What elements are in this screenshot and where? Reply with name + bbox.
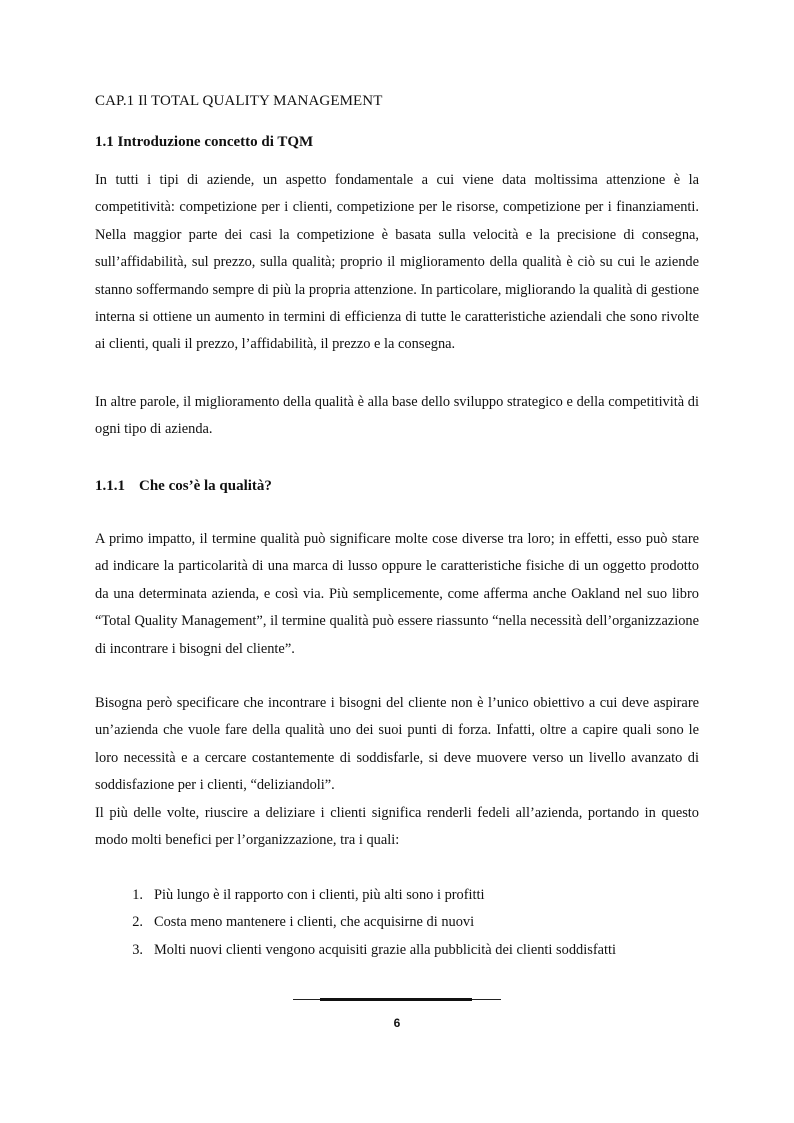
footer-divider-accent: [320, 998, 472, 1001]
subsection-title: Che cos’è la qualità?: [139, 478, 272, 494]
list-item-text: Costa meno mantenere i clienti, che acquisirne di nuovi: [154, 914, 475, 931]
list-item-text: Più lungo è il rapporto con i clienti, più alti sono i profitti: [154, 887, 485, 903]
body-paragraph-2: Bisogna però specificare che incontrare i bisogni del cliente non è l’unico obiettivo a cui deve aspirare un’azienda che vuole fare della qualità uno dei suoi punti di forza. Infatti, oltre a capire quali sono le loro necessità e a cercare costantemente di soddisfarle, si deve muovere verso un livello avanzato di soddisfazione per i clienti, “deliziandoli”.: [95, 695, 699, 794]
chapter-title: CAP.1 Il TOTAL QUALITY MANAGEMENT: [95, 93, 383, 109]
list-item: [95, 882, 699, 909]
intro-paragraph-2: In altre parole, il miglioramento della qualità è alla base dello sviluppo strategico e della competitività di ogni tipo di azienda.: [95, 394, 699, 438]
list-item: [95, 909, 699, 936]
subsection-heading: [95, 478, 272, 495]
list-item-number: 3.: [132, 941, 143, 958]
body-paragraph-1: A primo impatto, il termine qualità può significare molte cose diverse tra loro; in effetti, esso può stare ad indicare la particolarità di una marca di lusso oppure le caratteristiche fisiche di un oggetto prodotto da una determinata azienda, e così via. Più semplicemente, come afferma anche Oakland nel suo libro “Total Quality Management”, il termine qualità può essere riassunto “nella necessità dell’organizzazione di incontrare i bisogni del cliente”.: [95, 531, 699, 657]
list-item: [95, 937, 699, 964]
intro-paragraph-1: In tutti i tipi di aziende, un aspetto fondamentale a cui viene data moltissima attenzione è la competitività: competizione per i clienti, competizione per le risorse, competizione per i finanziamenti. Nella maggior parte dei casi la competizione è basata sulla velocità e la precisione di consegna, sull’affidabilità, sul prezzo, sulla qualità; proprio il miglioramento della qualità è ciò su cui le aziende stanno soffermando sempre di più la propria attenzione. In particolare, migliorando la qualità di gestione interna si ottiene un aumento in termini di efficienza di tutte le caratteristiche aziendali che sono rivolte ai clienti, quali il prezzo, l’affidabilità, il prezzo e la consegna.: [95, 172, 699, 353]
benefits-list: [95, 882, 699, 964]
list-item-number: 1.: [132, 887, 143, 903]
body-paragraph-3: Il più delle volte, riuscire a deliziare i clienti significa renderli fedeli all’azienda, portando in questo modo molti benefici per l’organizzazione, tra i quali:: [95, 805, 699, 849]
list-item-number: 2.: [132, 914, 143, 931]
page-number: 6: [393, 1016, 401, 1030]
subsection-number: 1.1.1: [95, 478, 125, 494]
section-title: 1.1 Introduzione concetto di TQM: [95, 134, 314, 150]
list-item-text: Molti nuovi clienti vengono acquisiti grazie alla pubblicità dei clienti soddisfatti: [154, 941, 616, 958]
